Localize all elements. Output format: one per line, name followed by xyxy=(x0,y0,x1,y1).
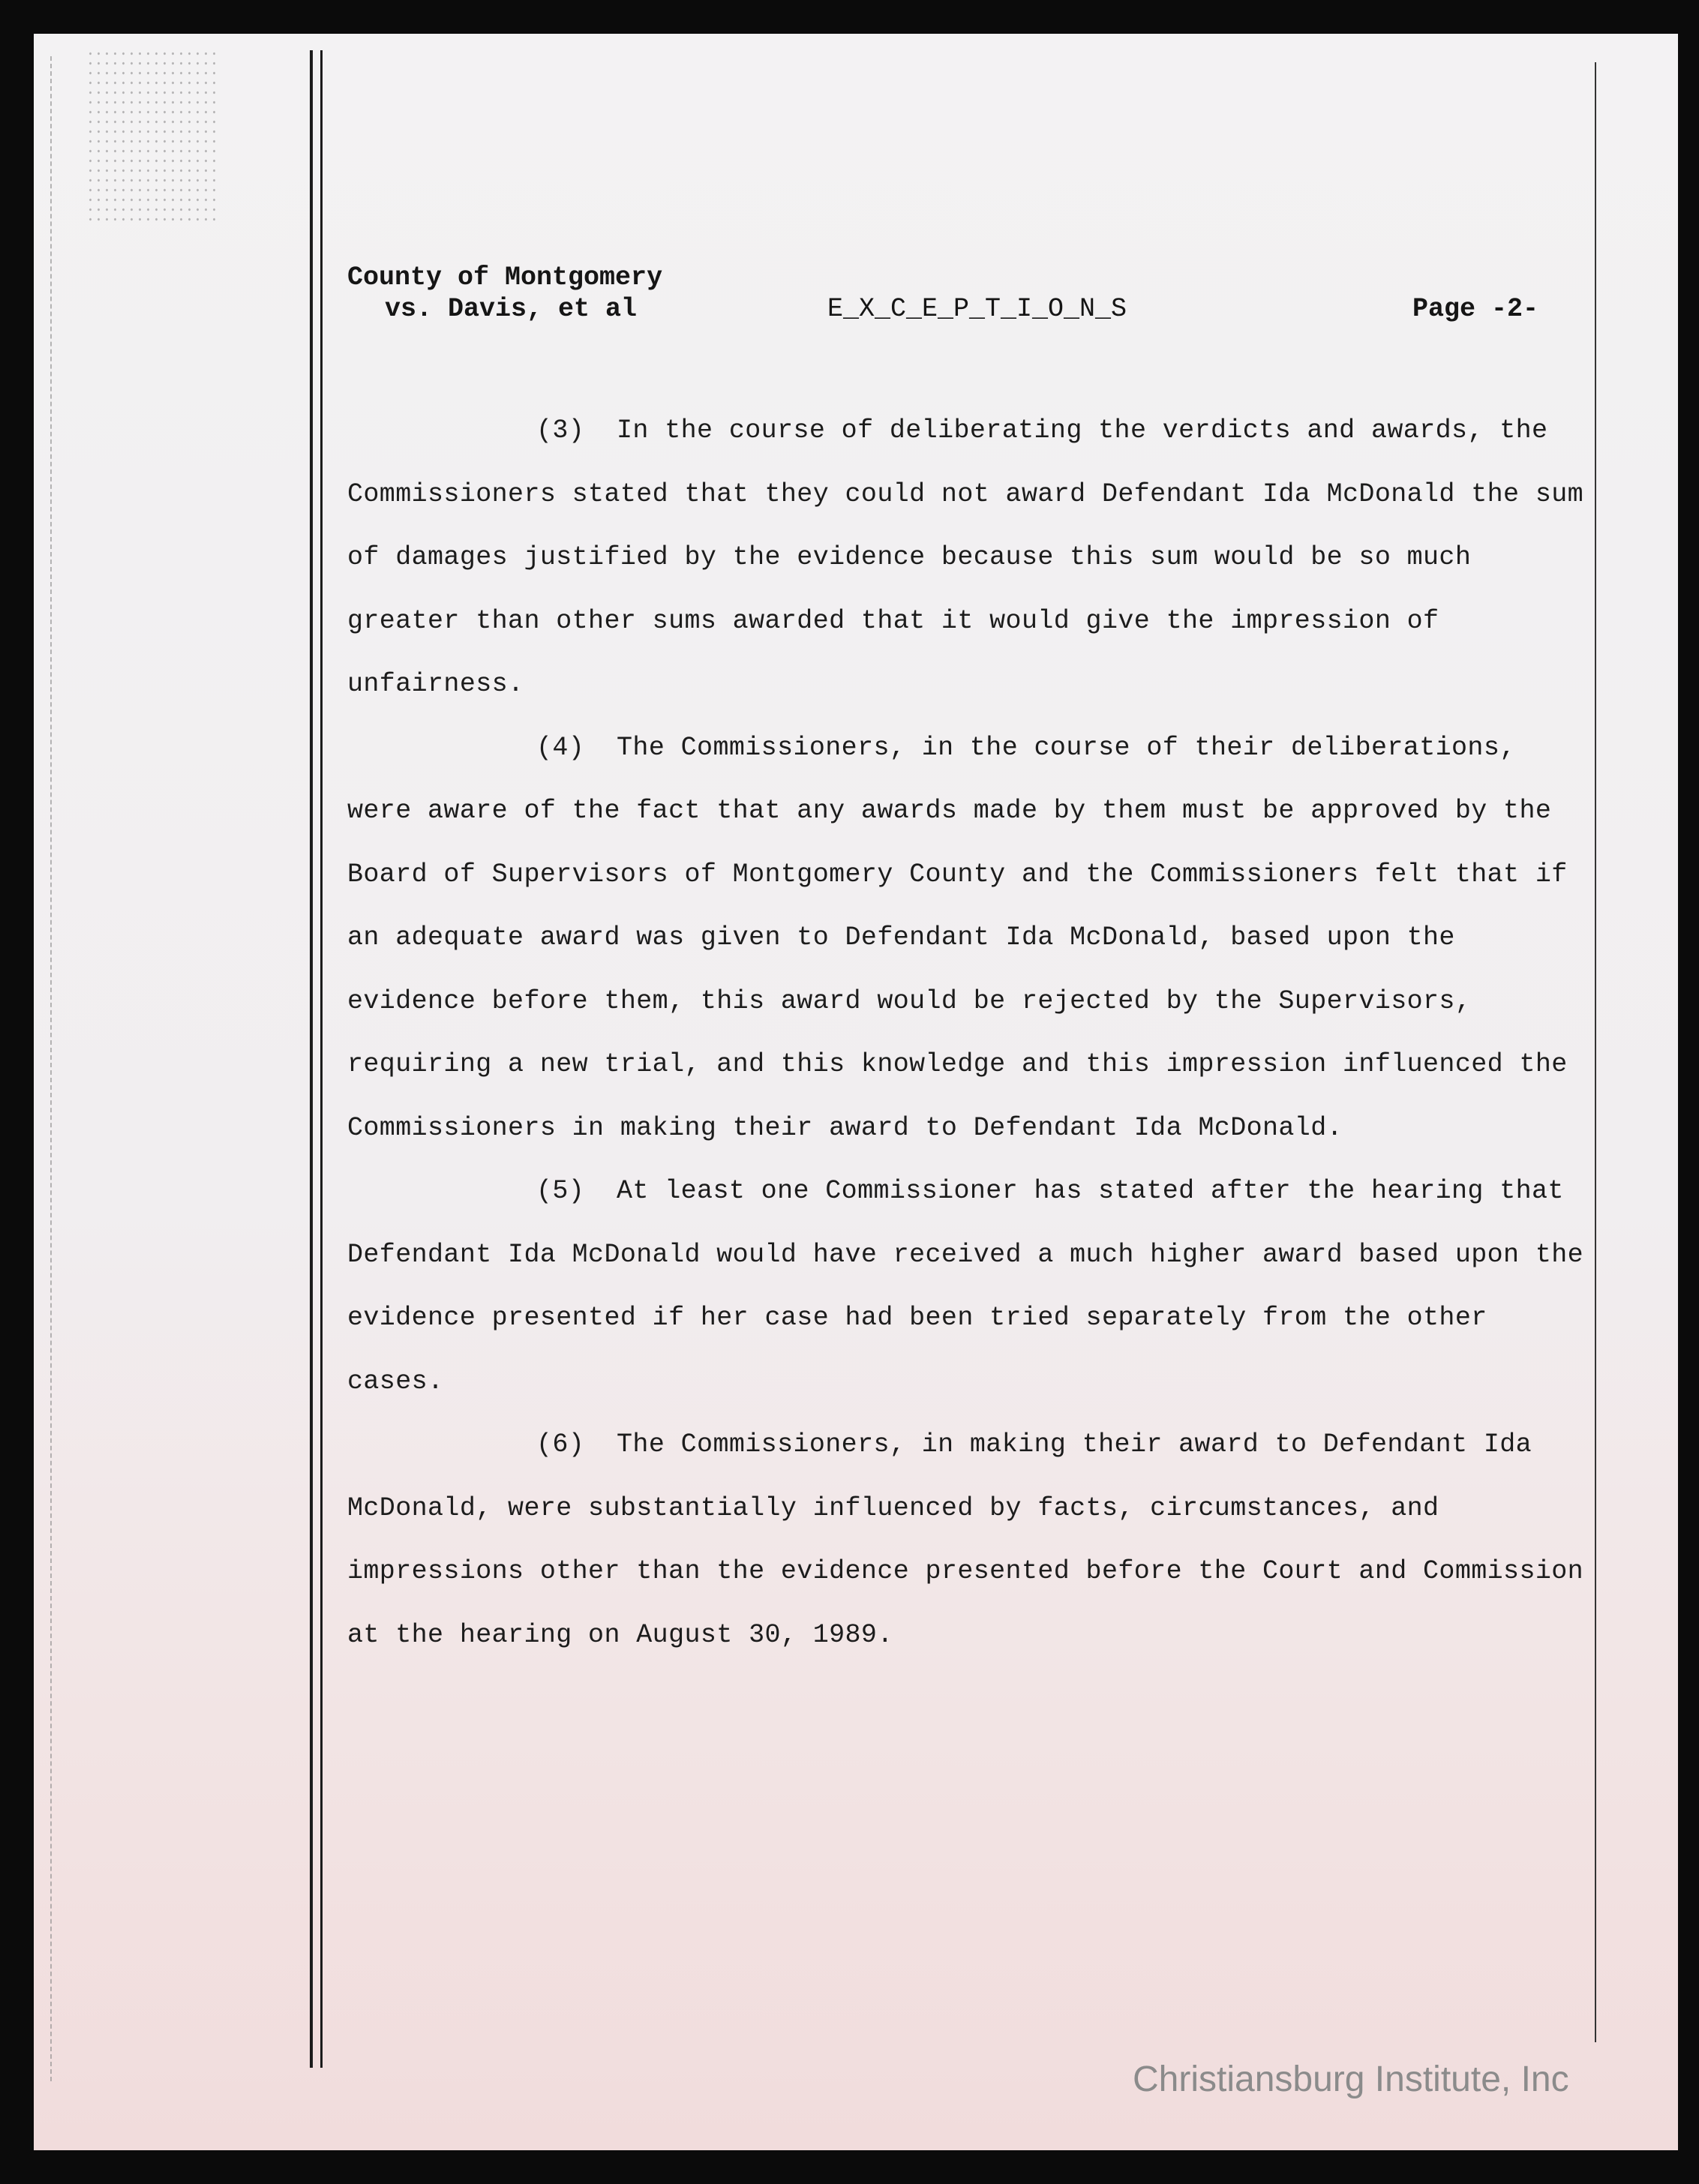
scan-specks xyxy=(86,49,221,221)
paragraph-text: In the course of deliberating the verdicts and awards, the Commissioners stated that they could not award Defendant Ida McDonald the sum of damages justified by the evidence because this sum would be so much greater than other sums awarded that it would give the impression of unfairness. xyxy=(347,416,1584,699)
case-caption-line1: County of Montgomery xyxy=(347,262,663,292)
left-margin-rule-inner xyxy=(320,50,323,2068)
left-margin-rule xyxy=(310,50,313,2068)
paragraph-number: (4) xyxy=(536,732,585,763)
document-page xyxy=(34,34,1678,2150)
paragraph-6 xyxy=(347,1413,1585,1666)
paragraph-text: At least one Commissioner has stated after the hearing that Defendant Ida McDonald would have received a much higher award based upon the evidence presented if her case had been tried separately from the other cases. xyxy=(347,1176,1584,1396)
paragraph-number: (6) xyxy=(536,1430,585,1460)
watermark: Christiansburg Institute, Inc xyxy=(1133,2060,1569,2099)
paragraph-number: (3) xyxy=(536,416,585,446)
right-margin-rule xyxy=(1595,62,1596,2042)
paragraph-text: The Commissioners, in the course of their deliberations, were aware of the fact that any awards made by them must be approved by the Board of Supervisors of Montgomery County and the Commissioners felt that if an adequate award was given to Defendant Ida McDonald, based upon the evidence before them, this award would be rejected by the Supervisors, requiring a new trial, and this knowledge and this impression influenced the Commissioners in making their award to Defendant Ida McDonald. xyxy=(347,732,1568,1143)
paragraph-number: (5) xyxy=(536,1176,585,1206)
caption-header xyxy=(347,262,1585,338)
paragraph-5 xyxy=(347,1160,1585,1413)
case-caption-line2: vs. Davis, et al xyxy=(385,294,638,324)
paragraph-text: The Commissioners, in making their award to Defendant Ida McDonald, were substantially influenced by facts, circumstances, and impressions other than the evidence presented before the Court and Commission at the hearing on August 30, 1989. xyxy=(347,1430,1584,1650)
page-number: Page -2- xyxy=(1412,294,1539,324)
paragraph-3 xyxy=(347,399,1585,716)
document-body xyxy=(347,399,1585,1666)
document-title: E_X_C_E_P_T_I_O_N_S xyxy=(827,294,1127,324)
scan-edge-mark xyxy=(50,56,52,2081)
paragraph-4 xyxy=(347,716,1585,1160)
